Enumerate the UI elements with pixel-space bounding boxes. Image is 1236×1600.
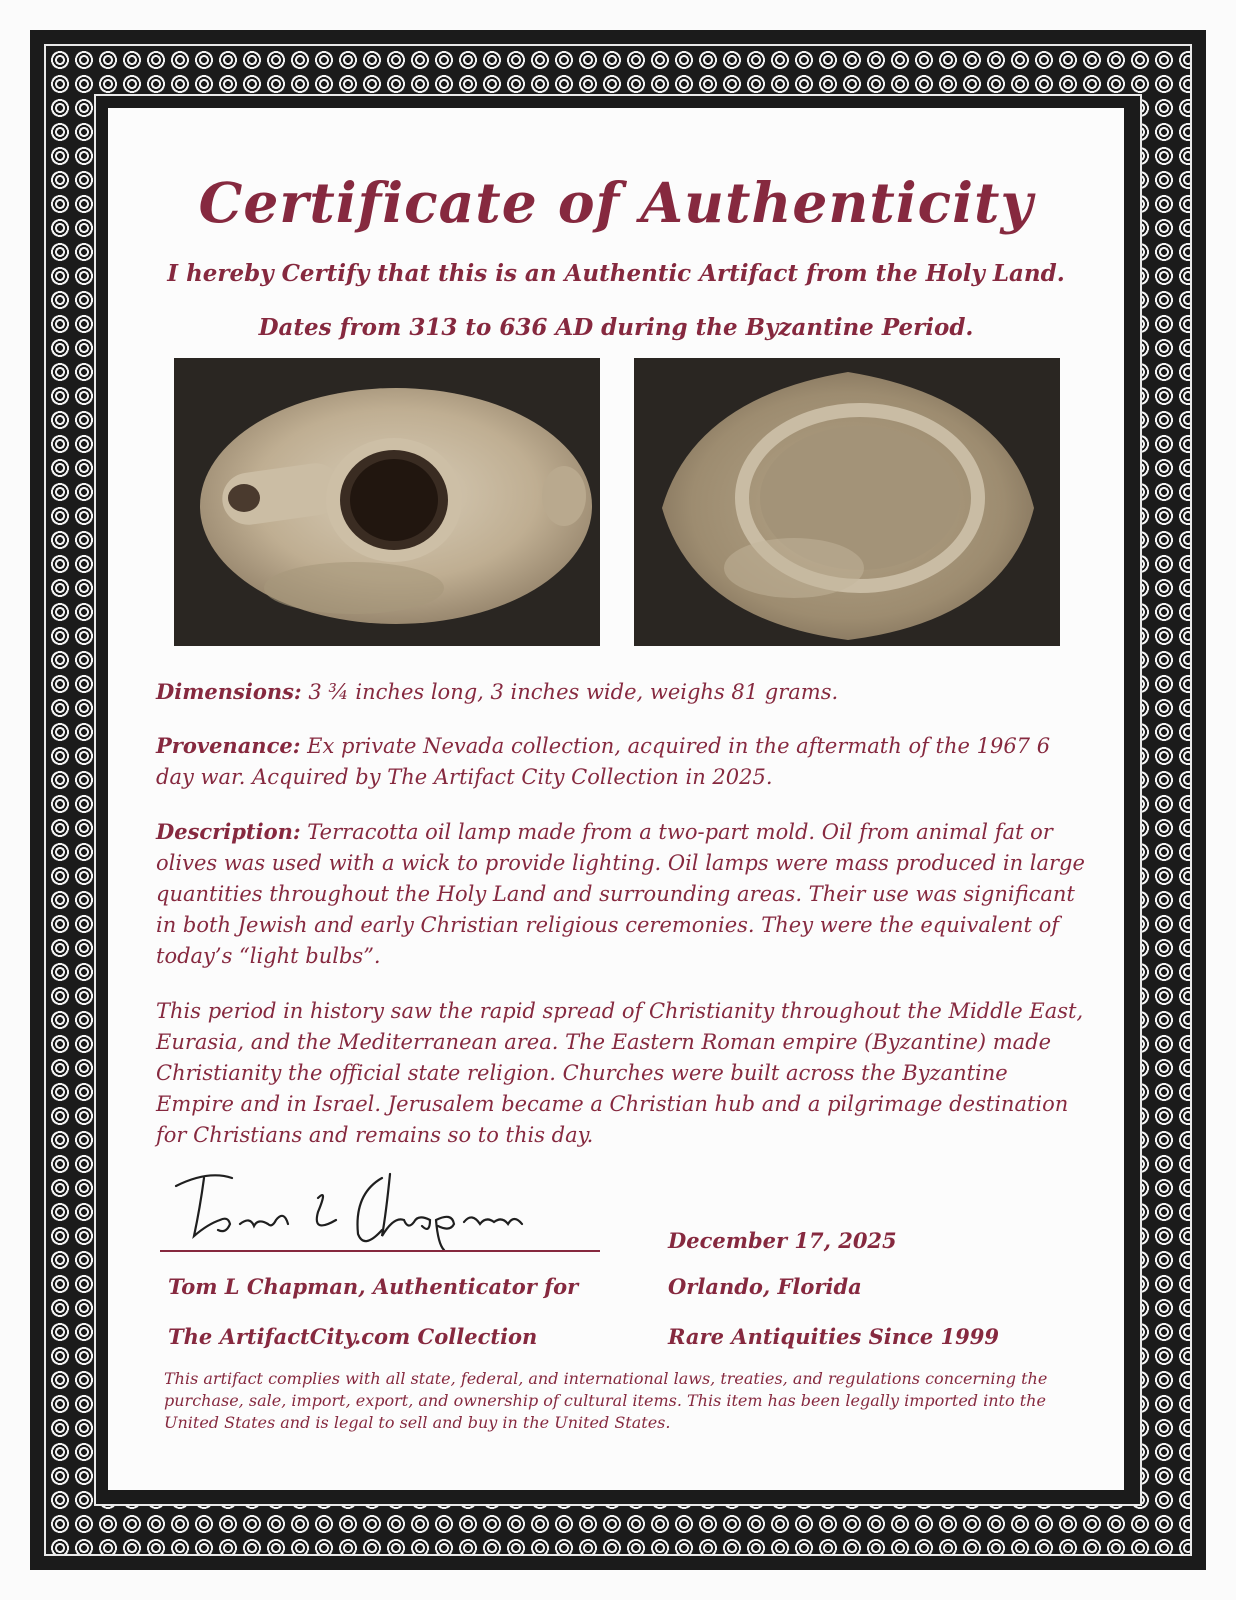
company-tagline: Rare Antiquities Since 1999 [668,1324,999,1349]
provenance-text: Ex private Nevada collection, acquired in the aftermath of the 1967 6 day war. Acquired by The Artifact City Collection in 2025. [156,734,1051,789]
history-paragraph: This period in history saw the rapid spread of Christianity throughout the Middle East, Eurasia, and the Mediterranean area. The Eastern Roman empire (Byzantine) made Christianity the official state religion. Churches were built across the Byzantine Empire and in Israel. Jerusalem became a Christian hub and a pilgrimage destination for Christians and remains so to this day. [156,999,1084,1147]
decorative-border [30,30,1206,1570]
certificate-title: Certificate of Authenticity [198,170,1034,235]
provenance-label: Provenance: [156,733,301,758]
dating-statement: Dates from 313 to 636 AD during the Byzantine Period. [258,314,974,341]
certificate-date: December 17, 2025 [668,1228,897,1253]
authenticity-statement: I hereby Certify that this is an Authentic Artifact from the Holy Land. [167,260,1065,287]
lamp-top-photo [174,358,600,646]
signature-line [160,1250,600,1252]
legal-disclaimer: This artifact complies with all state, federal, and international laws, treaties, and regulations concerning the purchase, sale, import, export, and ownership of cultural items. This item has been legally imported into the United States and is legal to sell and buy in the United States. [164,1369,1048,1432]
certificate-panel [108,108,1124,1490]
description-text: Terracotta oil lamp made from a two-part mold. Oil from animal fat or olives was used with a wick to provide lighting. Oil lamps were mass produced in large quantities throughout the Holy Land and surrounding areas. Their use was significant in both Jewish and early Christian religious ceremonies. They were the equivalent of today’s “light bulbs”. [156,820,1085,968]
provenance-paragraph [156,730,1086,793]
description-paragraph [156,816,1086,972]
dimensions-text: 3 ¾ inches long, 3 inches wide, weighs 81 grams. [301,680,839,704]
signature-image [168,1164,528,1254]
signer-name: Tom L Chapman, Authenticator for [168,1274,579,1299]
certificate-location: Orlando, Florida [668,1274,862,1299]
dimensions-paragraph [156,676,1086,708]
lamp-bottom-photo [634,358,1060,646]
dimensions-label: Dimensions: [156,679,302,704]
description-label: Description: [156,819,301,844]
signer-collection: The ArtifactCity.com Collection [168,1324,538,1349]
